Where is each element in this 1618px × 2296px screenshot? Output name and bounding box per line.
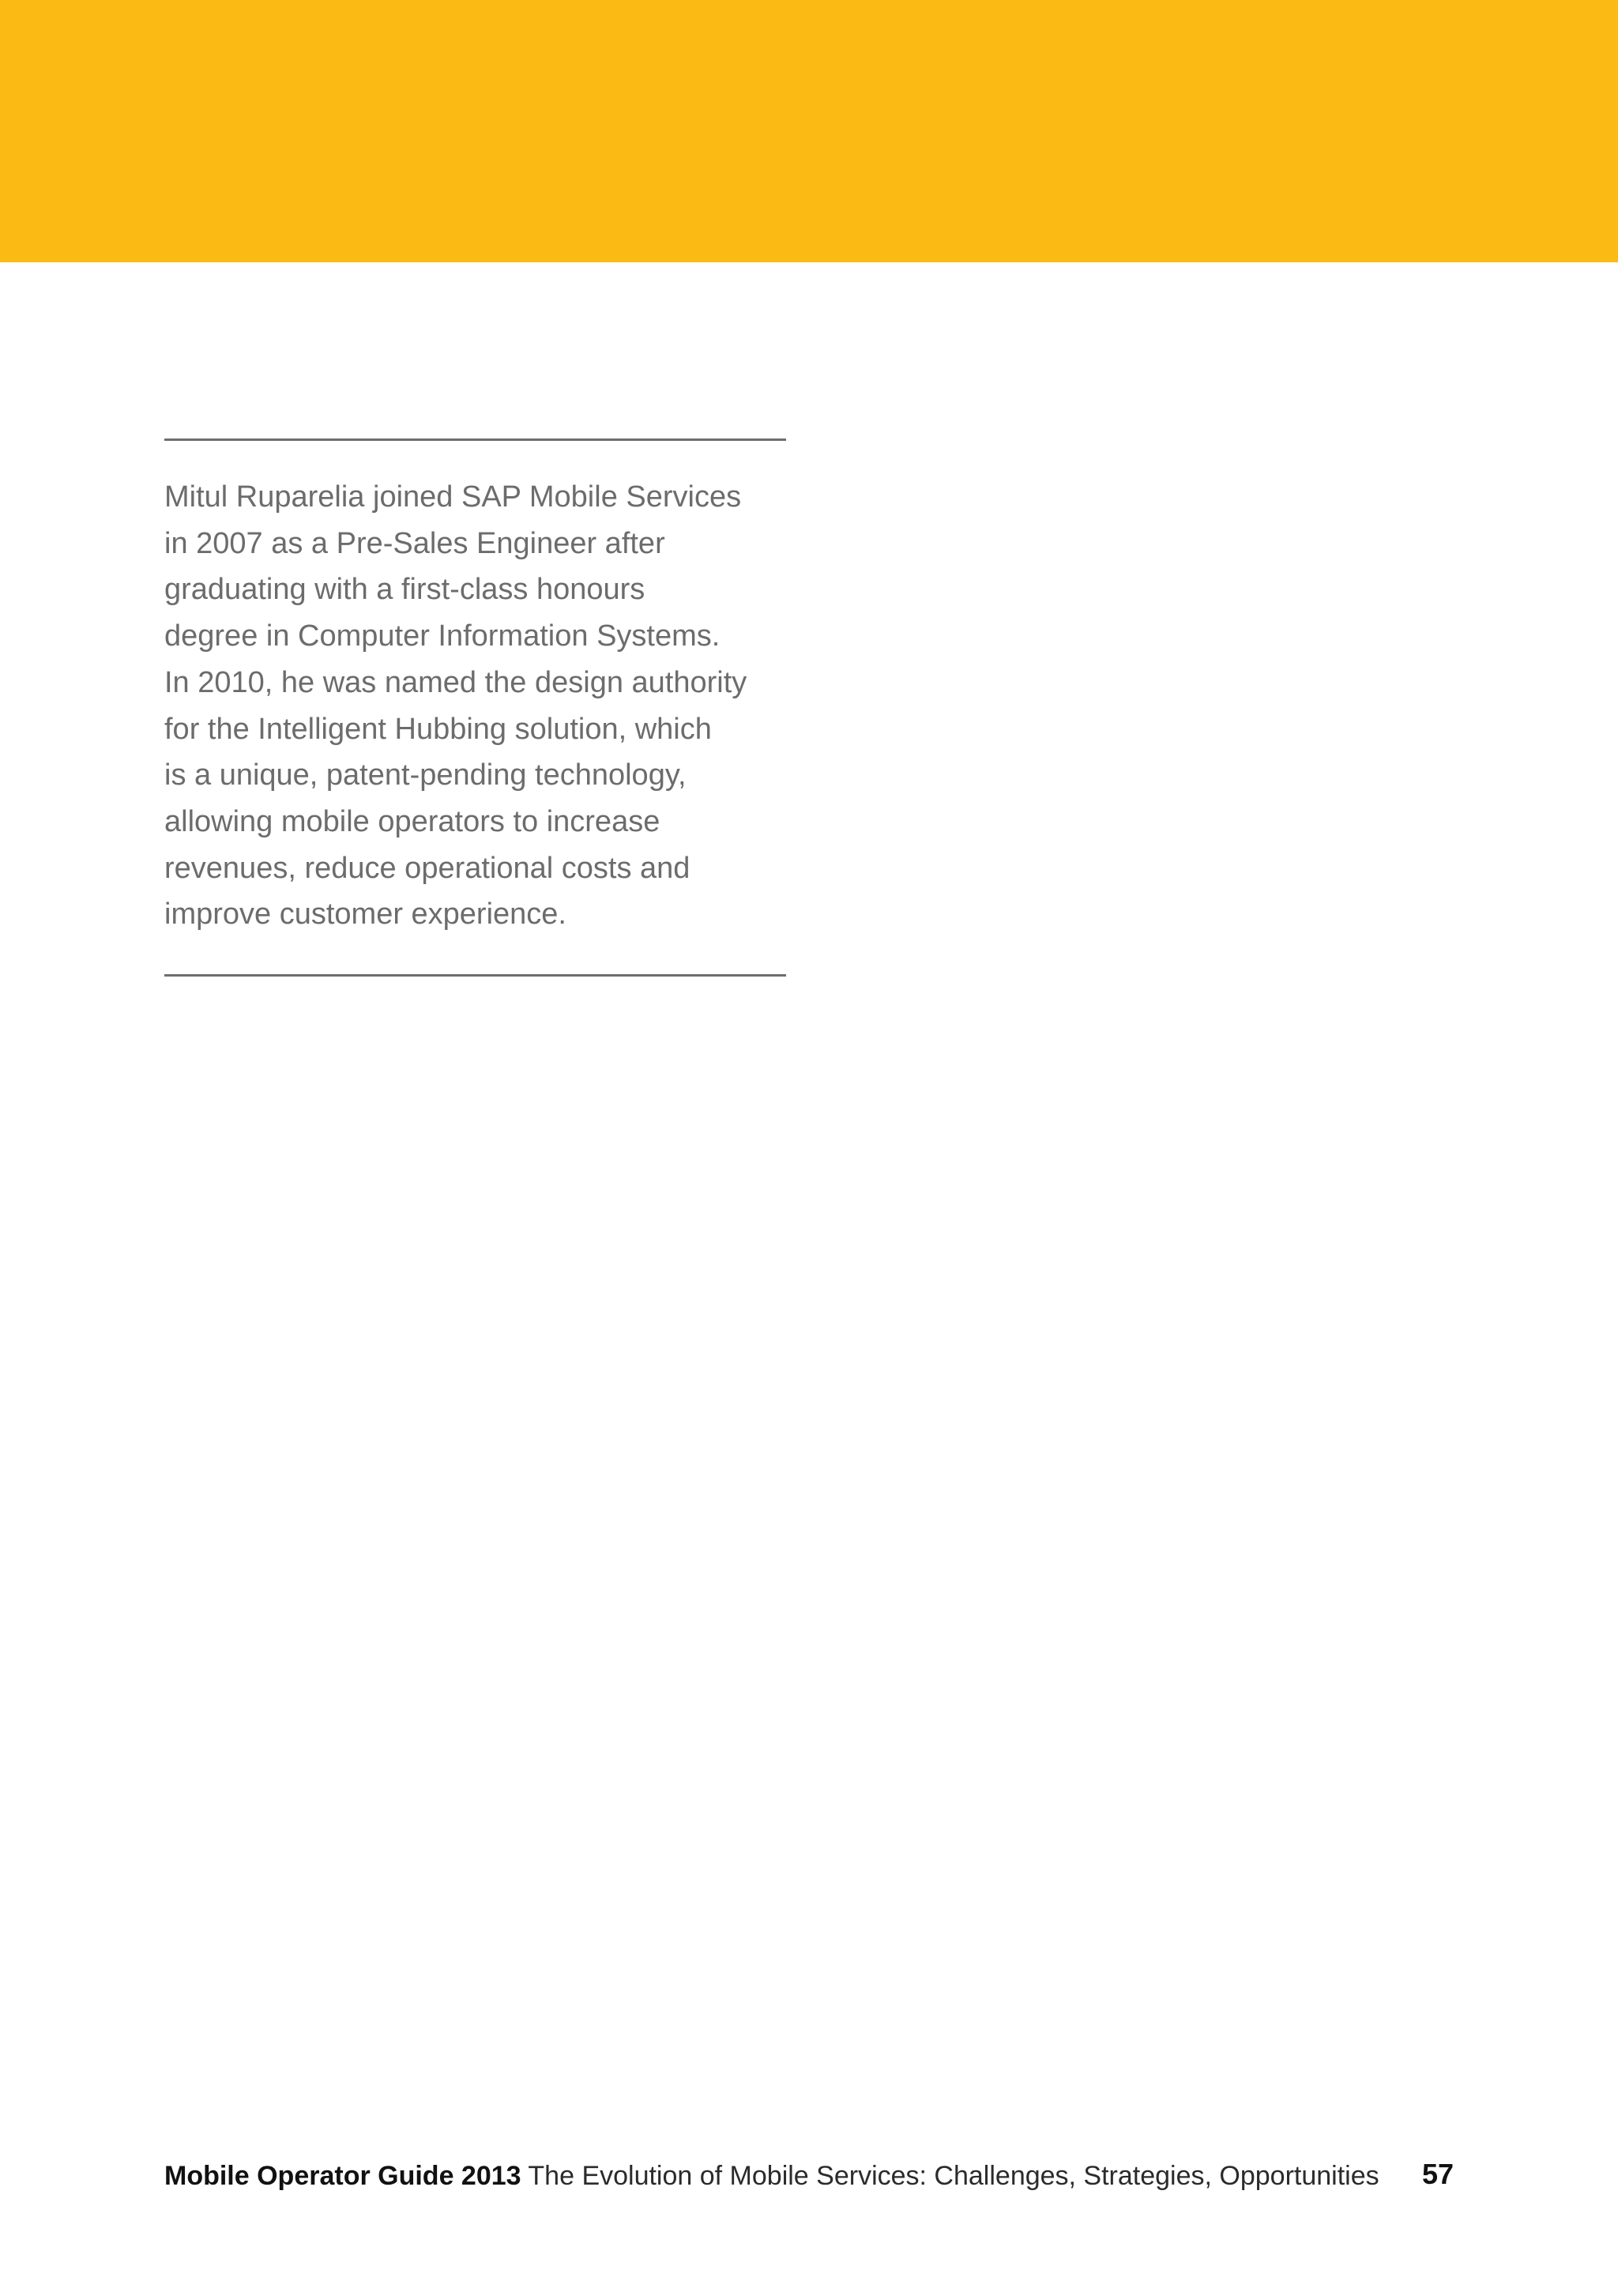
bio-line: improve customer experience. — [164, 898, 566, 932]
bio-line: in 2007 as a Pre-Sales Engineer after — [164, 526, 665, 560]
bio-line: Mitul Ruparelia joined SAP Mobile Services — [164, 480, 742, 514]
bio-line: In 2010, he was named the design authority — [164, 665, 747, 699]
publication-title: Mobile Operator Guide 2013 — [164, 2161, 521, 2191]
bio-line: revenues, reduce operational costs and — [164, 851, 690, 885]
publication-subtitle: The Evolution of Mobile Services: Challenges, Strategies, Opportunities — [528, 2161, 1379, 2191]
header-color-band — [0, 0, 1618, 262]
page-footer — [164, 2156, 1460, 2196]
bio-line: is a unique, patent-pending technology, — [164, 758, 687, 792]
bio-line: graduating with a first-class honours — [164, 573, 645, 607]
bio-line: for the Intelligent Hubbing solution, which — [164, 712, 712, 746]
page-number: 57 — [1422, 2158, 1454, 2190]
bio-line: allowing mobile operators to increase — [164, 804, 660, 838]
top-divider — [164, 438, 786, 441]
author-bio — [164, 474, 796, 938]
bio-line: degree in Computer Information Systems. — [164, 619, 721, 653]
bottom-divider — [164, 974, 786, 977]
